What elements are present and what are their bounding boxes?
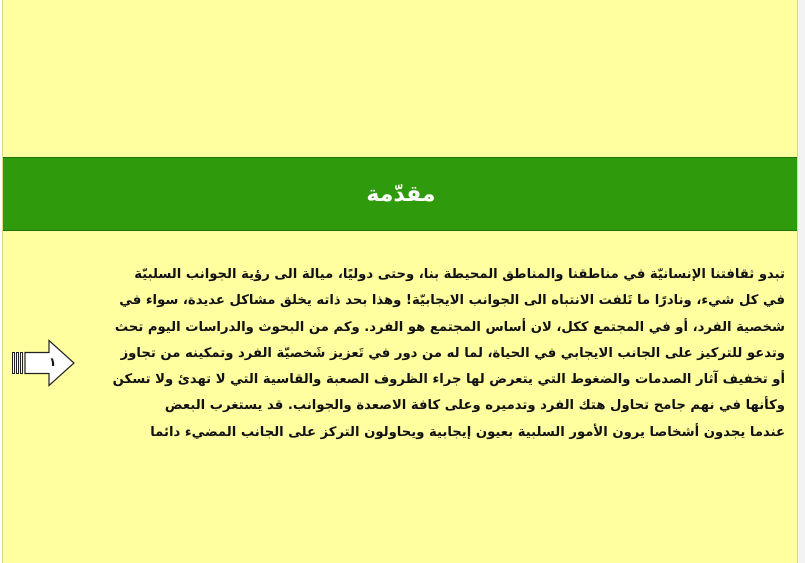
paragraph-line: شخصية الفرد، أو في المجتمع ككل، لان أساس المجتمع هو الفرد. وكم من البحوث والدراسات اليوم تحث xyxy=(114,319,785,335)
paragraph-line: وتدعو للتركيز على الجانب الايجابي في الحياة، لما له من دور في تَعزيز شَخصيّة الفرد وتمكينه من تجاوز xyxy=(120,345,785,361)
scrollbar[interactable] xyxy=(797,0,805,563)
right-arrow-icon xyxy=(12,339,76,387)
page-marker xyxy=(12,339,76,387)
section-title: مقدّمة xyxy=(366,181,436,207)
paragraph-line: أو تخفيف آثار الصدمات والضغوط التي يتعرض لها جراء الظروف الصعبة والقاسية التي لا تهدئ ولا تسكن xyxy=(112,372,785,388)
document-page xyxy=(2,0,799,563)
paragraph-line: عندما يجدون أشخاصا يرون الأمور السلبية بعيون إيجابية ويحاولون التركز على الجانب المضيء دائما xyxy=(150,424,785,440)
body-paragraph xyxy=(25,262,785,446)
paragraph-line: وكأنها في نهم جامح تحاول هتك الفرد وتدميره وعلى كافة الاصعدة والجوانب. قد يستغرب البعض xyxy=(164,398,785,414)
paragraph-line: في كل شيء، ونادرًا ما تَلفت الانتباه الى الجوانب الايجابيّة! وهذا بحد ذاته يخلق مشاكل عديدة، سواء في xyxy=(119,293,785,309)
paragraph-line: تبدو ثقافتنا الإنسانيّة في مناطقنا والمناطق المحيطة بنا، وحتى دوليًا، ميالة الى رؤية الجوانب السلبيّة xyxy=(134,267,785,282)
section-banner xyxy=(3,157,799,231)
page-number: ١ xyxy=(49,355,57,369)
